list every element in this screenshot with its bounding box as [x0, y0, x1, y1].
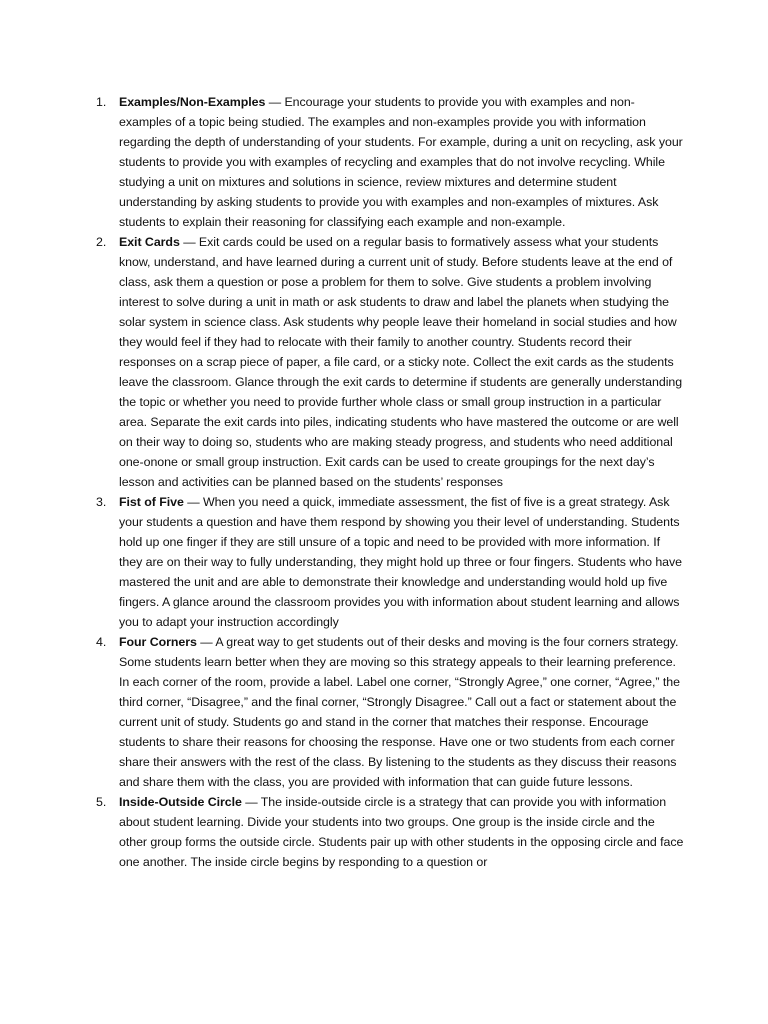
item-text: — When you need a quick, immediate assessment, the fist of five is a great strategy. Ask your students a question and have them respond by showing you their level of understanding. Students hold up one finger if they are still unsure of a topic and need to be provided with more information. If they are on their way to fully understanding, they might hold up three or four fingers. Students who have mastered the unit and are able to demonstrate their knowledge and understanding would hold up five fingers. A glance around the classroom provides you with information about student learning and allows you to adapt your instruction accordingly [119, 495, 682, 629]
item-term: Examples/Non-Examples [119, 95, 266, 109]
item-text: — A great way to get students out of their desks and moving is the four corners strategy. Some students learn better when they are moving so this strategy appeals to their learning preference. In each corner of the room, provide a label. Label one corner, “Strongly Agree,” one corner, “Agree,” the third corner, “Disagree,” and the final corner, “Strongly Disagree.” Call out a fact or statement about the current unit of study. Students go and stand in the corner that matches their response. Encourage students to share their reasons for choosing the response. Have one or two students from each corner share their answers with the rest of the class. By listening to the students as they discuss their reasons and share them with the class, you are provided with information that can guide future lessons. [119, 635, 680, 789]
strategy-list [96, 92, 686, 872]
item-number: 5. [96, 795, 107, 809]
item-term: Exit Cards [119, 235, 180, 249]
item-text: — The inside-outside circle is a strategy that can provide you with information about student learning. Divide your students into two groups. One group is the inside circle and the other group forms the outside circle. Students pair up with other students in the opposing circle and face one another. The inside circle begins by responding to a question or [119, 795, 684, 869]
item-number: 2. [96, 235, 107, 249]
list-item [96, 632, 686, 792]
item-number: 1. [96, 95, 107, 109]
item-term: Fist of Five [119, 495, 184, 509]
item-number: 4. [96, 635, 107, 649]
item-term: Four Corners [119, 635, 197, 649]
list-item [96, 232, 686, 492]
list-item [96, 492, 686, 632]
item-text: — Exit cards could be used on a regular basis to formatively assess what your students know, understand, and have learned during a current unit of study. Before students leave at the end of class, ask them a question or pose a problem for them to solve. Give students a problem involving interest to solve during a unit in math or ask students to draw and label the planets when studying the solar system in science class. Ask students why people leave their homeland in social studies and how they would feel if they had to relocate with their family to another country. Students record their responses on a scrap piece of paper, a file card, or a sticky note. Collect the exit cards as the students leave the classroom. Glance through the exit cards to determine if students are generally understanding the topic or whether you need to provide further whole class or small group instruction in a particular area. Separate the exit cards into piles, indicating students who have mastered the outcome or are well on their way to doing so, students who are making steady progress, and students who need additional one-onone or small group instruction. Exit cards can be used to create groupings for the next day’s lesson and activities can be planned based on the students’ responses [119, 235, 683, 489]
item-text: — Encourage your students to provide you with examples and non-examples of a topic being studied. The examples and non-examples provide you with information regarding the depth of understanding of your students. For example, during a unit on recycling, ask your students to provide you with examples of recycling and examples that do not involve recycling. While studying a unit on mixtures and solutions in science, review mixtures and determine student understanding by asking students to provide you with examples and non-examples of mixtures. Ask students to explain their reasoning for classifying each example and non-example. [119, 95, 683, 229]
item-number: 3. [96, 495, 107, 509]
list-item [96, 92, 686, 232]
list-item [96, 792, 686, 872]
item-term: Inside-Outside Circle [119, 795, 242, 809]
